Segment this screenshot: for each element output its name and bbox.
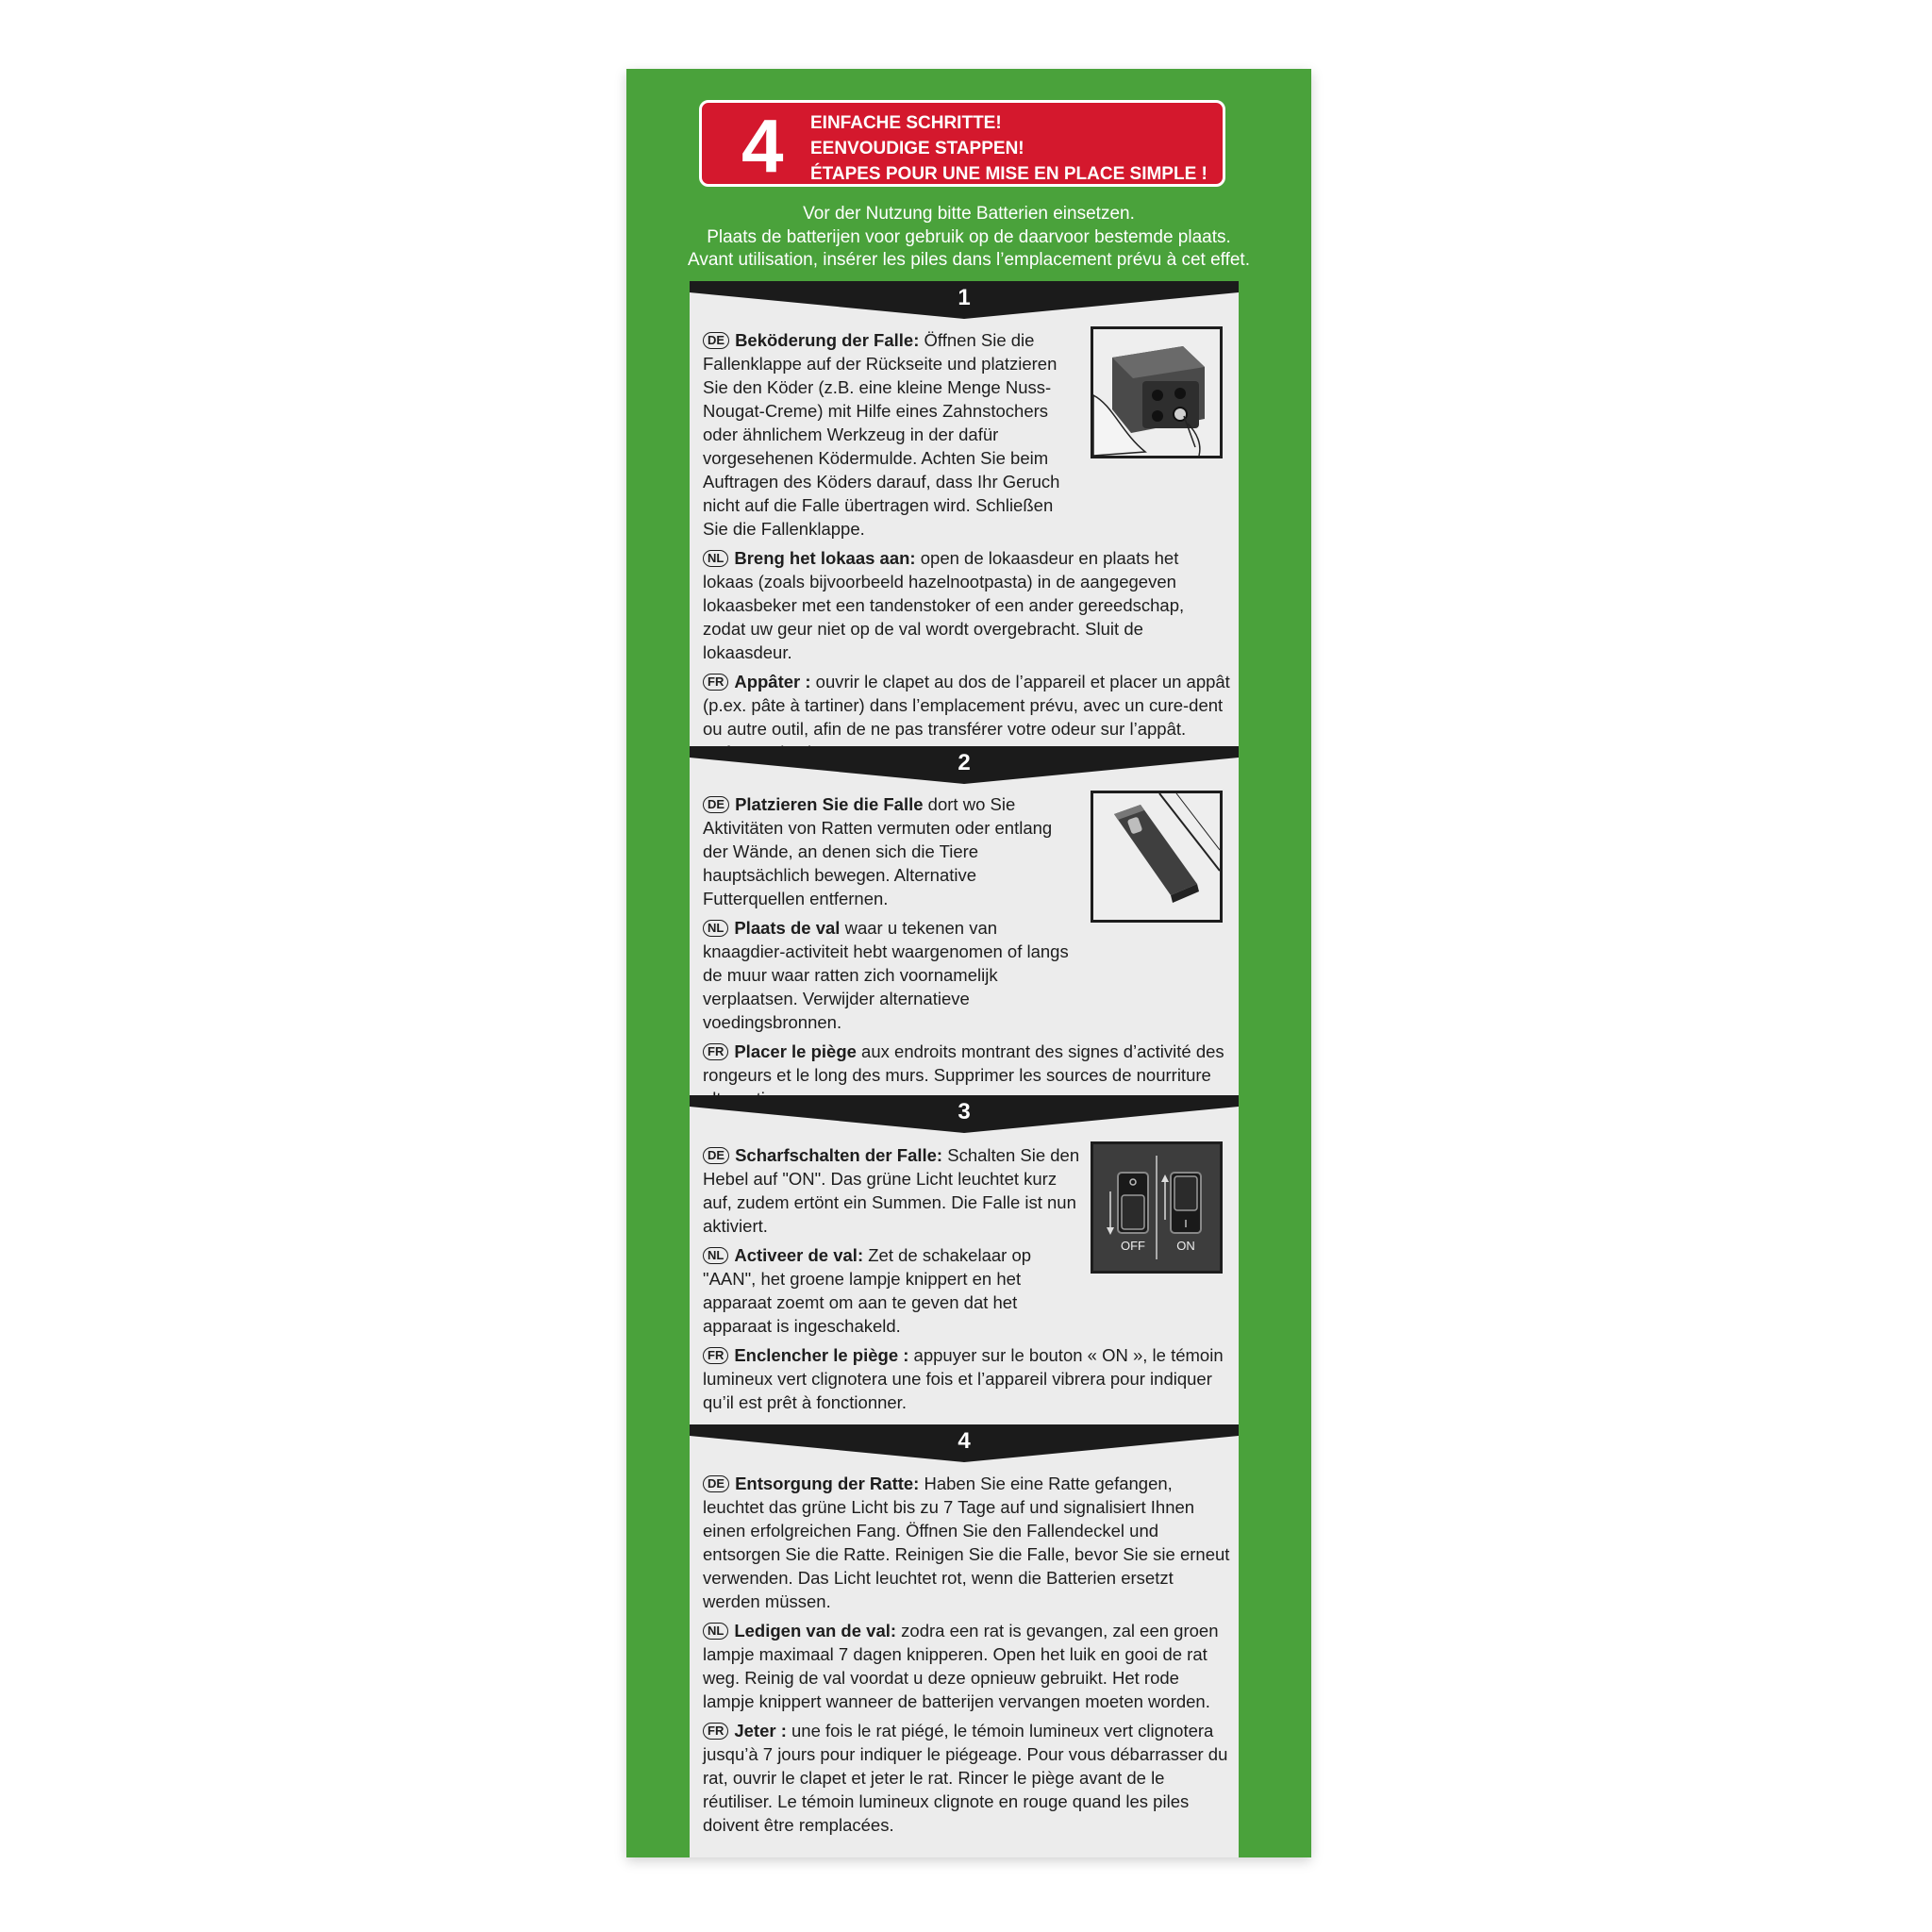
lang-badge-fr: FR <box>703 1347 728 1364</box>
steps-count: 4 <box>741 104 784 188</box>
step-3-de <box>703 1143 1080 1238</box>
lang-badge-fr: FR <box>703 1723 728 1740</box>
step-2-de <box>703 792 1080 910</box>
header-line-fr: ÉTAPES POUR UNE MISE EN PLACE SIMPLE ! <box>810 164 1208 184</box>
step-3-nl <box>703 1243 1080 1338</box>
step-1-number: 1 <box>958 285 971 310</box>
step-2-number: 2 <box>958 750 971 775</box>
step-2-band <box>690 746 1239 784</box>
step-4-text <box>703 1472 1231 1842</box>
intro-line-nl: Plaats de batterijen voor gebruik op de daarvoor bestemde plaats. <box>707 226 1231 247</box>
step-3-de-title: Scharfschalten der Falle: <box>735 1145 943 1165</box>
step-1-fr-body: ouvrir le clapet au dos de l’appareil et placer un appât (p.ex. pâte à tartiner) dans l’emplacement prévu, avec un cure-dent ou autre outil, afin de ne pas transférer votre odeur sur l’appât. <box>703 672 1230 739</box>
step-2-nl <box>703 916 1080 1034</box>
step-1-de <box>703 328 1080 541</box>
switch-off-label: OFF <box>1121 1239 1145 1253</box>
step-1-de-title: Beköderung der Falle: <box>735 330 920 350</box>
step-1-nl-body: open de lokaasdeur en plaats het lokaas (zoals bijvoorbeeld hazelnootpasta) in de aangegeven lokaasbeker met een tandenstoker of een ander gereedschap, zodat uw geur niet op de val wordt overgebracht. Sluit de lokaasdeur. <box>703 548 1185 662</box>
step-3-band <box>690 1095 1239 1133</box>
lang-badge-de: DE <box>703 1147 729 1164</box>
lang-badge-nl: NL <box>703 920 728 937</box>
step-2-de-title: Platzieren Sie die Falle <box>735 794 924 814</box>
step-3-nl-title: Activeer de val: <box>734 1245 864 1265</box>
step-2-fr-title: Placer le piège <box>734 1041 857 1061</box>
step-3-text <box>703 1143 1231 1420</box>
step-4-fr-body: une fois le rat piégé, le témoin lumineux vert clignotera jusqu’à 7 jours pour indiquer le piégeage. Pour vous débarrasser du rat, ouvrir le clapet et jeter le rat. Rincer le piège avant de le réutiliser. Le témoin lumineux clignote en rouge quand les piles doivent être remplacées. <box>703 1721 1228 1835</box>
step-1-nl <box>703 546 1231 664</box>
step-4-de <box>703 1472 1231 1613</box>
header-line-nl: EENVOUDIGE STAPPEN! <box>810 139 1024 158</box>
step-3-fr <box>703 1343 1231 1414</box>
step-2-nl-body: waar u tekenen van knaagdier-activiteit hebt waargenomen of langs de muur waar ratten zich voornamelijk verplaatsen. Verwijder alternatieve voedingsbronnen. <box>703 918 1069 1032</box>
intro-text <box>664 203 1274 273</box>
step-3-de-body: Schalten Sie den Hebel auf "ON". Das grüne Licht leuchtet kurz auf, zudem ertönt ein Summen. Die Falle ist nun aktiviert. <box>703 1145 1080 1236</box>
step-4-fr <box>703 1719 1231 1837</box>
lang-badge-de: DE <box>703 1475 729 1492</box>
step-3-fr-body: appuyer sur le bouton « ON », le témoin lumineux vert clignotera une fois et l’appareil vibrera pour indiquer qu’il est prêt à fonctionner. <box>703 1345 1224 1412</box>
step-4-fr-title: Jeter : <box>734 1721 787 1740</box>
step-1-text <box>703 328 1231 770</box>
step-1-fr-title: Appâter : <box>734 672 811 691</box>
step-4-band <box>690 1424 1239 1462</box>
lang-badge-nl: NL <box>703 550 728 567</box>
lang-badge-nl: NL <box>703 1623 728 1640</box>
step-1-band <box>690 281 1239 319</box>
step-4-nl-body: zodra een rat is gevangen, zal een groen lampje maximaal 7 dagen knipperen. Open het luik en gooi de rat weg. Reinig de val voordat u deze opnieuw gebruikt. Het rode lampje knippert wanneer de batterijen vervangen moeten worden. <box>703 1621 1219 1711</box>
step-4-nl <box>703 1619 1231 1713</box>
lang-badge-de: DE <box>703 796 729 813</box>
step-2-de-body: dort wo Sie Aktivitäten von Ratten vermuten oder entlang der Wände, an denen sich die Tiere hauptsächlich bewegen. Alternative Futterquellen entfernen. <box>703 794 1053 908</box>
switch-on-label: ON <box>1176 1239 1195 1253</box>
step-4-de-title: Entsorgung der Ratte: <box>735 1474 920 1493</box>
step-3-nl-body: Zet de schakelaar op "AAN", het groene lampje knippert en het apparaat zoemt om aan te geven dat het apparaat is ingeschakeld. <box>703 1245 1032 1336</box>
intro-line-fr: Avant utilisation, insérer les piles dans l’emplacement prévu à cet effet. <box>687 250 1250 270</box>
header-lines <box>810 110 1208 187</box>
step-4-number: 4 <box>958 1428 971 1454</box>
header-badge <box>699 100 1225 187</box>
step-1-nl-title: Breng het lokaas aan: <box>734 548 916 568</box>
steps-panel <box>690 281 1239 1857</box>
step-3-number: 3 <box>958 1099 971 1124</box>
step-3-fr-title: Enclencher le piège : <box>734 1345 909 1365</box>
step-2-text <box>703 792 1231 1116</box>
intro-line-de: Vor der Nutzung bitte Batterien einsetzen. <box>803 204 1135 224</box>
step-2-fr-body: aux endroits montrant des signes d’activité des rongeurs et le long des murs. Supprimer les sources de nourriture <box>703 1041 1224 1085</box>
step-2-nl-title: Plaats de val <box>734 918 841 938</box>
lang-badge-fr: FR <box>703 674 728 691</box>
lang-badge-nl: NL <box>703 1247 728 1264</box>
header-line-de: EINFACHE SCHRITTE! <box>810 113 1002 133</box>
lang-badge-de: DE <box>703 332 729 349</box>
package-panel <box>626 69 1311 1857</box>
step-4-nl-title: Ledigen van de val: <box>734 1621 897 1641</box>
lang-badge-fr: FR <box>703 1043 728 1060</box>
step-4-de-body: Haben Sie eine Ratte gefangen, leuchtet das grüne Licht bis zu 7 Tage auf und signalisiert Ihnen einen erfolgreichen Fang. Öffnen Sie den Fallendeckel und entsorgen Sie die Ratte. Reinigen Sie die Falle, bevor Sie sie erneut verwenden. Das Licht leuchtet rot, wenn die Batterien ersetzt werden müssen. <box>703 1474 1230 1611</box>
step-1-de-body: Öffnen Sie die Fallenklappe auf der Rückseite und platzieren Sie den Köder (z.B. eine kleine Menge Nuss-Nougat-Creme) mit Hilfe eines Zahnstochers oder ähnlichem Werkzeug in der dafür vorgesehenen Ködermulde. Achten Sie beim Auftragen des Köders darauf, dass Ihr Geruch nicht auf die Falle übertragen wird. Schließen Sie die Fallenklappe. <box>703 330 1060 539</box>
